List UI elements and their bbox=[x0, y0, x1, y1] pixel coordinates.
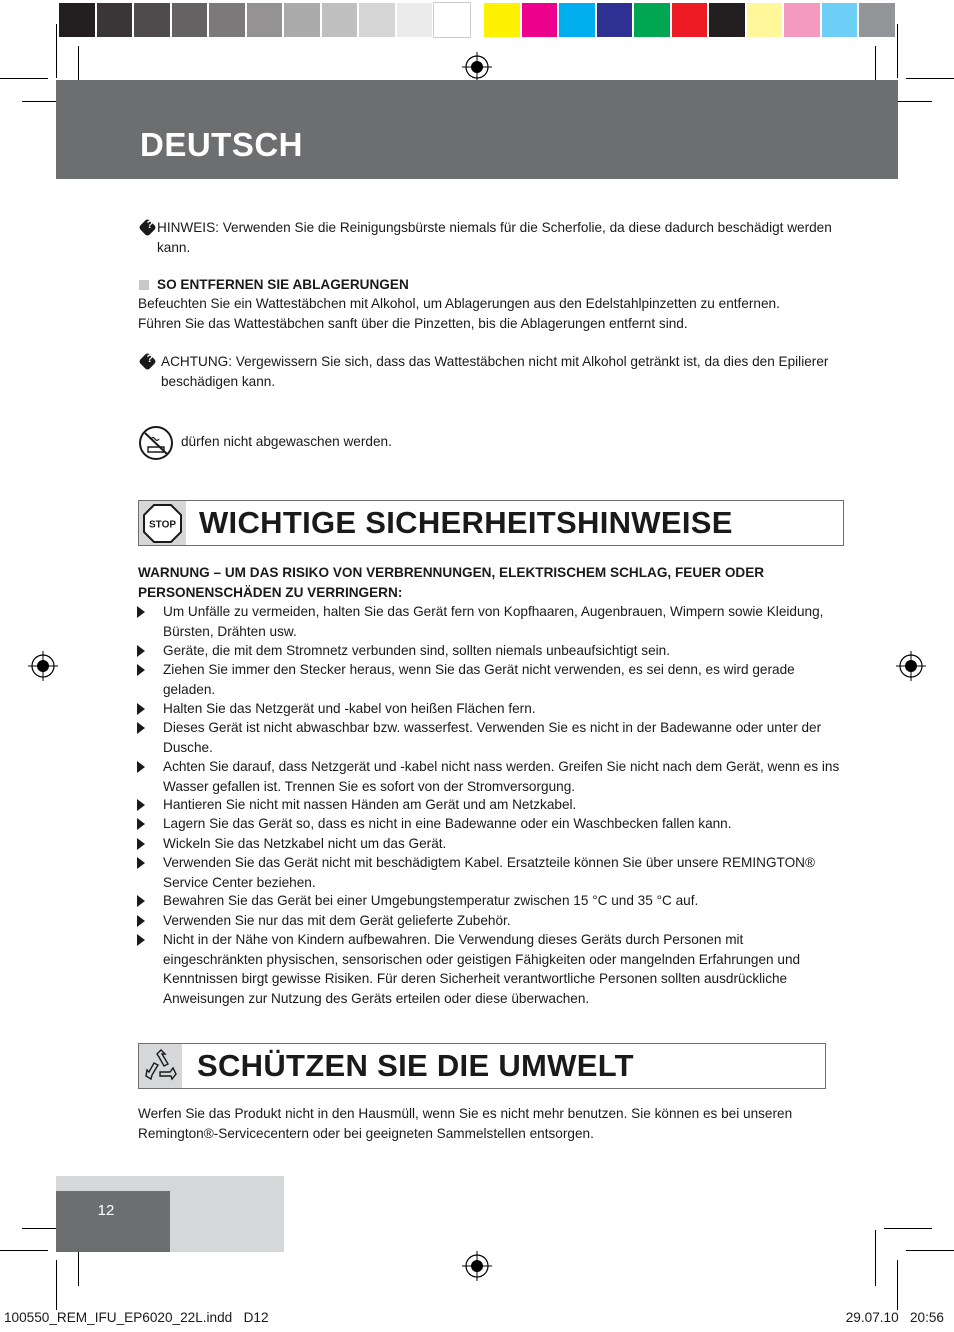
triangle-bullet-icon bbox=[137, 645, 145, 657]
section-body-line: Führen Sie das Wattestäbchen sanft über die Pinzetten, bis die Ablagerungen entfernt sind. bbox=[138, 316, 688, 331]
square-bullet-icon bbox=[139, 280, 149, 290]
page-number: 12 bbox=[97, 1202, 115, 1219]
safety-list-item: Halten Sie das Netzgerät und -kabel von heißen Flächen fern. bbox=[163, 701, 536, 716]
color-swatch bbox=[859, 3, 895, 37]
gray-swatch bbox=[284, 3, 320, 37]
color-swatch bbox=[634, 3, 670, 37]
page-title: DEUTSCH bbox=[140, 126, 304, 163]
registration-mark-icon bbox=[896, 651, 926, 681]
gray-swatch bbox=[359, 3, 395, 37]
safety-list-item: Verwenden Sie nur das mit dem Gerät gelieferte Zubehör. bbox=[163, 913, 511, 928]
no-wash-icon bbox=[138, 425, 174, 461]
crop-mark bbox=[897, 1260, 898, 1310]
safety-list-item: Bewahren Sie das Gerät bei einer Umgebungstemperatur zwischen 15 °C und 35 °C auf. bbox=[163, 893, 699, 908]
color-swatch bbox=[559, 3, 595, 37]
triangle-bullet-icon bbox=[137, 703, 145, 715]
triangle-bullet-icon bbox=[137, 818, 145, 830]
crop-mark bbox=[56, 1260, 57, 1310]
safety-list-item: Hantieren Sie nicht mit nassen Händen am Gerät und am Netzkabel. bbox=[163, 797, 577, 812]
crop-mark bbox=[0, 78, 48, 79]
safety-warning: WARNUNG – UM DAS RISIKO VON VERBRENNUNGEN, ELEKTRISCHEM SCHLAG, FEUER ODER PERSONENSCHÄDEN ZU VERRINGERN: bbox=[138, 565, 765, 600]
recycle-icon-cell bbox=[139, 1044, 182, 1088]
safety-list-item: Um Unfälle zu vermeiden, halten Sie das Gerät fern von Kopfhaaren, Augenbrauen, Wimpern sowie Kleidung, Bürsten, Drähten usw. bbox=[163, 604, 824, 639]
registration-mark-icon bbox=[28, 651, 58, 681]
safety-list-item: Ziehen Sie immer den Stecker heraus, wenn Sie das Gerät nicht verwenden, es sei denn, es wird gerade geladen. bbox=[163, 662, 795, 697]
gray-swatch bbox=[434, 3, 470, 37]
safety-list-item: Geräte, die mit dem Stromnetz verbunden sind, sollten niemals unbeaufsichtigt sein. bbox=[163, 643, 671, 658]
safety-list-item: Lagern Sie das Gerät so, dass es nicht in eine Badewanne oder ein Waschbecken fallen kann. bbox=[163, 816, 732, 831]
color-swatch bbox=[484, 3, 520, 37]
crop-mark bbox=[884, 1228, 932, 1229]
gray-swatch bbox=[59, 3, 95, 37]
gray-swatch bbox=[172, 3, 208, 37]
achtung-note: ACHTUNG: Vergewissern Sie sich, dass das Wattestäbchen nicht mit Alkohol getränkt ist, da dies den Epilierer beschädigen kann. bbox=[161, 354, 829, 389]
color-swatch bbox=[822, 3, 858, 37]
triangle-bullet-icon bbox=[137, 838, 145, 850]
safety-list-item: Achten Sie darauf, dass Netzgerät und -kabel nicht nass werden. Greifen Sie nicht nach dem Gerät, wenn es ins Wasser gefallen ist. Trennen Sie es sofort von der Stromversorgung. bbox=[163, 759, 840, 794]
triangle-bullet-icon bbox=[137, 934, 145, 946]
color-swatch bbox=[709, 3, 745, 37]
gray-swatch bbox=[247, 3, 283, 37]
crop-mark bbox=[875, 1230, 876, 1286]
page-number-box bbox=[56, 1191, 170, 1252]
gray-swatch bbox=[322, 3, 358, 37]
safety-header-box bbox=[138, 500, 844, 546]
safety-list-item: Verwenden Sie das Gerät nicht mit beschädigtem Kabel. Ersatzteile können Sie über unsere REMINGTON® Service Center beziehen. bbox=[163, 855, 816, 890]
triangle-bullet-icon bbox=[137, 857, 145, 869]
triangle-bullet-icon bbox=[137, 664, 145, 676]
warning-icon bbox=[138, 352, 156, 370]
footer-file-info: 100550_REM_IFU_EP6020_22L.indd D12 bbox=[4, 1310, 269, 1325]
environment-header-box bbox=[138, 1043, 826, 1089]
safety-list-item: Nicht in der Nähe von Kindern aufbewahren. Die Verwendung dieses Geräts durch Personen mit eingeschränkten physischen, sensorischen oder geistigen Fähigkeiten oder mangelnden Erfahrungen und Kenntnissen birgt gewisse Risiken. Für deren Sicherheit verantwortliche Personen sollten ausdrückliche Anweisungen zur Nutzung des Geräts erteilen oder diese überwachen. bbox=[163, 932, 801, 1006]
color-swatch bbox=[784, 3, 820, 37]
crop-mark bbox=[0, 1250, 48, 1251]
environment-body: Werfen Sie das Produkt nicht in den Hausmüll, wenn Sie es nicht mehr benutzen. Sie können es bei unseren Remington®-Servicecentern oder bei geeigneten Sammelstellen entsorgen. bbox=[138, 1106, 793, 1141]
gray-swatch bbox=[97, 3, 133, 37]
safety-list-item: Wickeln Sie das Netzkabel nicht um das Gerät. bbox=[163, 836, 447, 851]
triangle-bullet-icon bbox=[137, 722, 145, 734]
safety-list-item: Dieses Gerät ist nicht abwaschbar bzw. wasserfest. Verwenden Sie es nicht in der Badewanne oder unter der Dusche. bbox=[163, 720, 822, 755]
color-swatch bbox=[522, 3, 558, 37]
crop-mark bbox=[56, 24, 57, 78]
color-swatch bbox=[672, 3, 708, 37]
registration-mark-icon bbox=[462, 52, 492, 82]
crop-mark bbox=[906, 1250, 954, 1251]
triangle-bullet-icon bbox=[137, 915, 145, 927]
triangle-bullet-icon bbox=[137, 799, 145, 811]
no-wash-note: dürfen nicht abgewaschen werden. bbox=[181, 434, 392, 449]
registration-mark-icon bbox=[462, 1251, 492, 1281]
triangle-bullet-icon bbox=[137, 761, 145, 773]
recycle-icon bbox=[143, 1048, 179, 1084]
gray-swatch bbox=[134, 3, 170, 37]
environment-title: SCHÜTZEN SIE DIE UMWELT bbox=[197, 1048, 634, 1083]
color-swatch bbox=[747, 3, 783, 37]
triangle-bullet-icon bbox=[137, 895, 145, 907]
gray-swatch bbox=[209, 3, 245, 37]
crop-mark bbox=[897, 24, 898, 78]
gray-swatch bbox=[397, 3, 433, 37]
stop-icon-label: STOP bbox=[148, 519, 177, 531]
section-body-line: Befeuchten Sie ein Wattestäbchen mit Alkohol, um Ablagerungen aus den Edelstahlpinzetten zu entfernen. bbox=[138, 296, 780, 311]
safety-title: WICHTIGE SICHERHEITSHINWEISE bbox=[199, 505, 733, 540]
warning-icon bbox=[138, 218, 156, 236]
triangle-bullet-icon bbox=[137, 606, 145, 618]
stop-icon-cell bbox=[139, 501, 186, 545]
hinweis-note: HINWEIS: Verwenden Sie die Reinigungsbürste niemals für die Scherfolie, da diese dadurch beschädigt werden kann. bbox=[157, 220, 832, 255]
color-swatch bbox=[597, 3, 633, 37]
section-heading: SO ENTFERNEN SIE ABLAGERUNGEN bbox=[157, 277, 409, 292]
stop-sign-icon bbox=[142, 503, 183, 544]
footer-timestamp: 29.07.10 20:56 bbox=[845, 1310, 944, 1325]
crop-mark bbox=[906, 78, 954, 79]
